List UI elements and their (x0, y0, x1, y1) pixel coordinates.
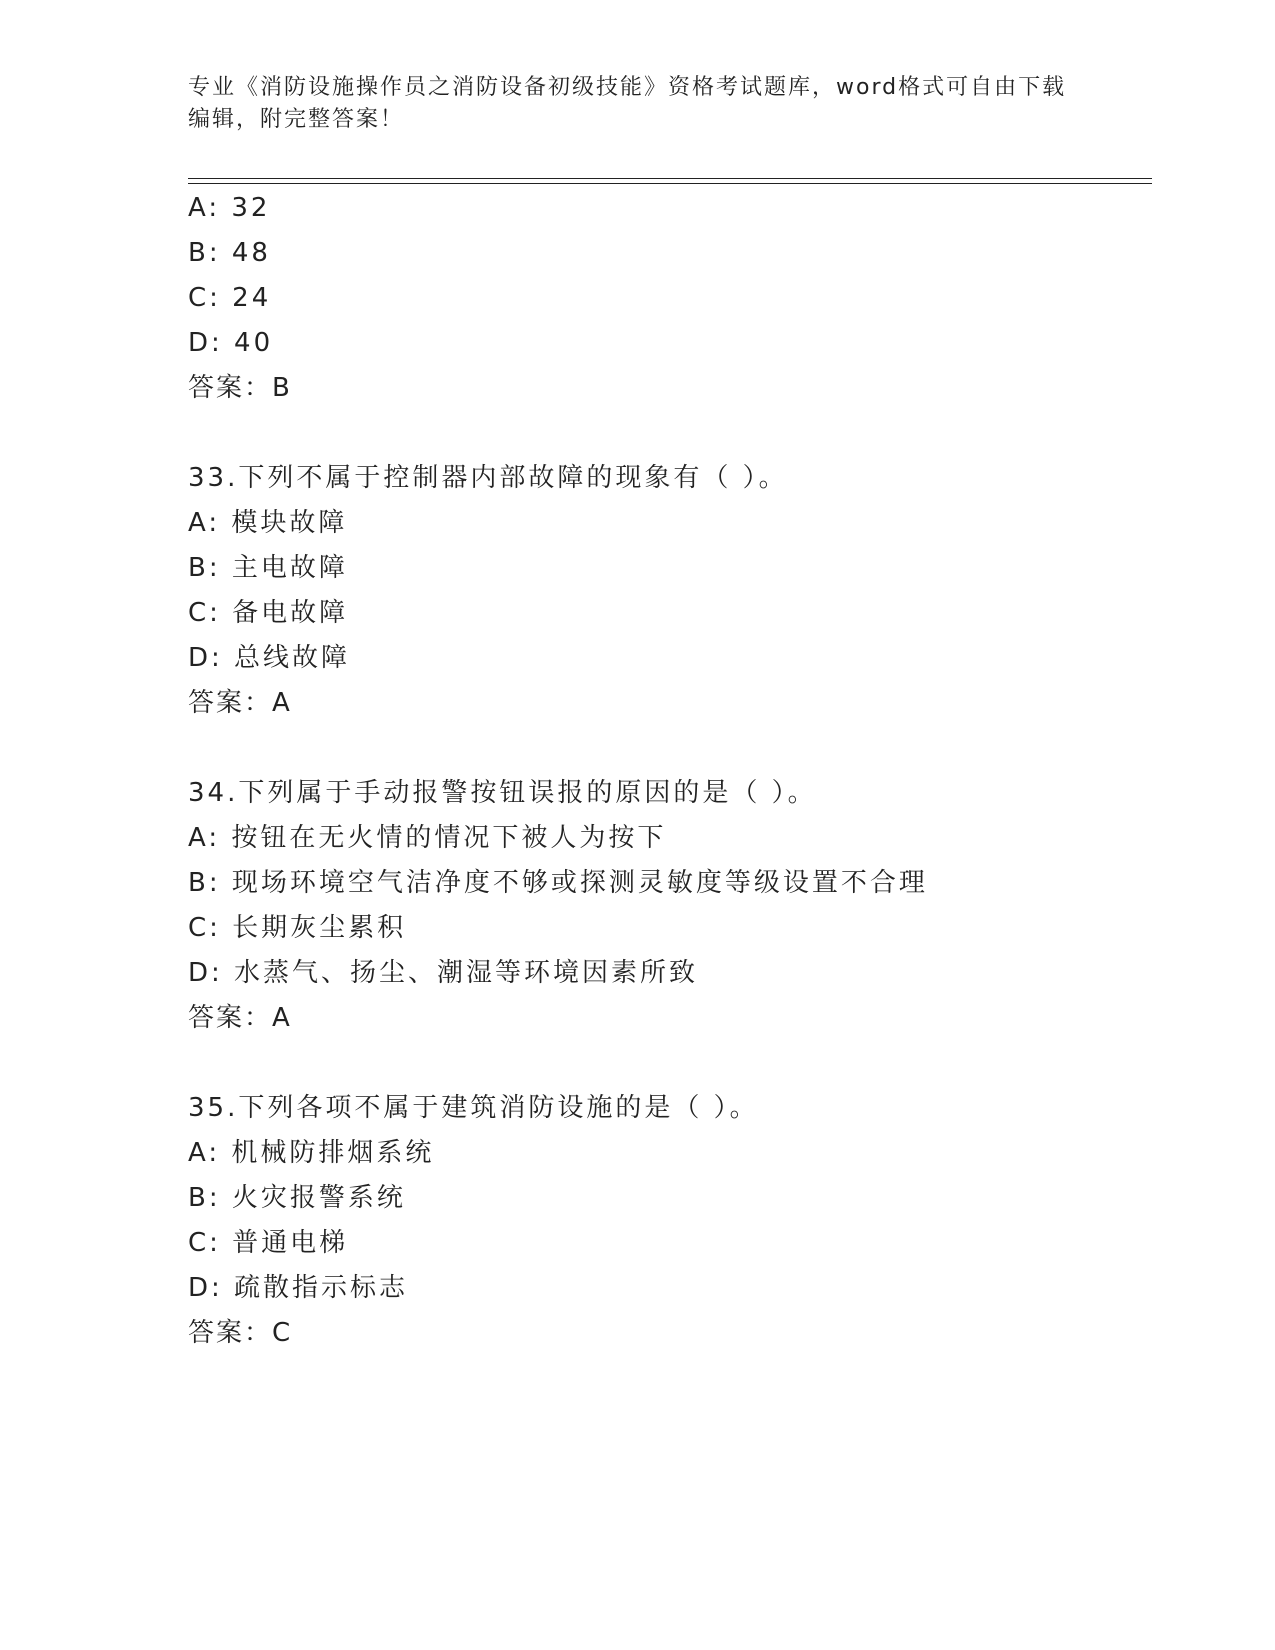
option-c: C: 备电故障 (188, 598, 349, 628)
option-a: A: 模块故障 (188, 508, 348, 538)
question-33: 33.下列不属于控制器内部故障的现象有（ ）。 (188, 463, 788, 493)
option-c: C: 24 (188, 283, 272, 313)
option-d: D: 40 (188, 328, 274, 358)
option-d: D: 水蒸气、扬尘、潮湿等环境因素所致 (188, 958, 699, 988)
question-35: 35.下列各项不属于建筑消防设施的是（ ）。 (188, 1093, 759, 1123)
option-b: B: 火灾报警系统 (188, 1183, 406, 1213)
option-b: B: 现场环境空气洁净度不够或探测灵敏度等级设置不合理 (188, 868, 928, 898)
answer: 答案：A (188, 688, 292, 718)
option-d: D: 疏散指示标志 (188, 1273, 409, 1303)
option-b: B: 48 (188, 238, 271, 268)
answer: 答案：B (188, 373, 292, 403)
option-c: C: 普通电梯 (188, 1228, 349, 1258)
option-a: A: 机械防排烟系统 (188, 1138, 435, 1168)
answer: 答案：A (188, 1003, 292, 1033)
option-c: C: 长期灰尘累积 (188, 913, 407, 943)
option-d: D: 总线故障 (188, 643, 351, 673)
question-34: 34.下列属于手动报警按钮误报的原因的是（ ）。 (188, 778, 817, 808)
header-divider-bottom (188, 183, 1152, 184)
answer: 答案：C (188, 1318, 293, 1348)
header-divider-top (188, 178, 1152, 179)
page-header: 专业《消防设施操作员之消防设备初级技能》资格考试题库，word格式可自由下载编辑，附完整答案！ (188, 75, 1067, 132)
option-a: A: 32 (188, 193, 271, 223)
option-b: B: 主电故障 (188, 553, 348, 583)
option-a: A: 按钮在无火情的情况下被人为按下 (188, 823, 667, 853)
